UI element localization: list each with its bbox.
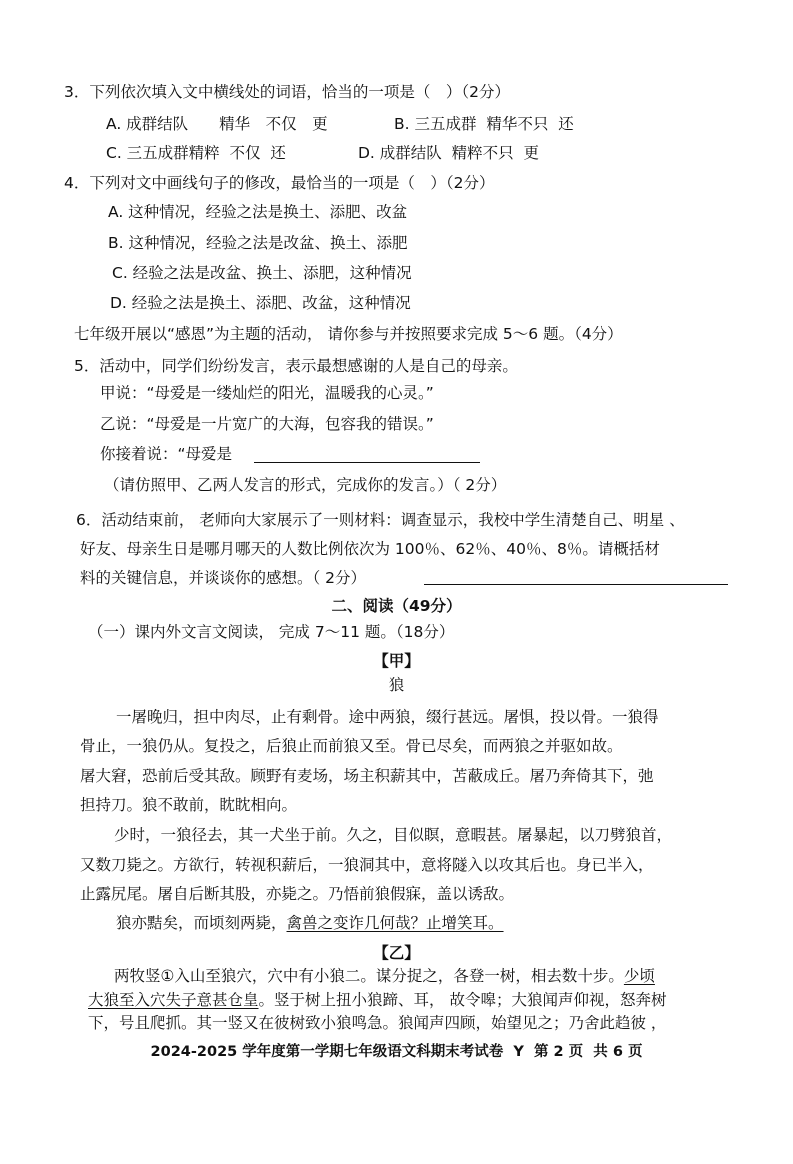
passage-yi-line-1 <box>114 966 655 986</box>
q4-option-d: D. 经验之法是换土、添肥、改盆，这种情况 <box>110 294 411 312</box>
passage-jia-last-line <box>116 913 504 933</box>
q3-stem: 3．下列依次填入文中横线处的词语，恰当的一项是（ ）（2分） <box>64 83 510 101</box>
q5-note: （请仿照甲、乙两人发言的形式，完成你的发言。）（ 2分） <box>104 476 507 494</box>
passage-jia-line: 又数刀毙之。方欲行，转视积薪后，一狼洞其中，意将隧入以攻其后也。身已半入， <box>80 856 654 874</box>
passage-yi-line-3: 下，号且爬抓。其一竖又在彼树致小狼鸣急。狼闻声四顾，始望见之；乃舍此趋彼 ， <box>88 1014 667 1032</box>
q3-option-b: B. 三五成群 精华不只 还 <box>394 115 574 133</box>
q4-option-b: B. 这种情况，经验之法是改盆、换土、添肥 <box>108 234 408 252</box>
q5-answer-blank[interactable] <box>254 462 480 463</box>
passage-jia-label: 【甲】 <box>373 652 420 670</box>
q5-your-speech-prompt: 你接着说：“母爱是 <box>100 445 233 463</box>
passage-jia-line: 担持刀。狼不敢前，眈眈相向。 <box>80 796 298 814</box>
passage-yi-text: 两牧竖①入山至狼穴，穴中有小狼二。谋分捉之，各登一树，相去数十步。 <box>114 967 624 985</box>
q4-option-c: C. 经验之法是改盆、换土、添肥，这种情况 <box>112 264 412 282</box>
section-2-title: 二、阅读（49分） <box>331 597 462 615</box>
passage-jia-line: 一屠晚归，担中肉尽，止有剩骨。途中两狼，缀行甚远。屠惧，投以骨。一狼得 <box>116 708 659 726</box>
passage-yi-label: 【乙】 <box>373 944 420 962</box>
passage-yi-line-2 <box>88 990 666 1010</box>
q6-answer-blank[interactable] <box>424 584 728 585</box>
underlined-sentence: 少顷 <box>623 967 655 985</box>
passage-jia-text: 狼亦黠矣，而顷刻两毙， <box>116 914 287 932</box>
q3-option-d: D. 成群结队 精粹不只 更 <box>358 144 539 162</box>
passage-jia-line: 少时，一狼径去，其一犬坐于前。久之，目似瞑，意暇甚。屠暴起，以刀劈狼首， <box>114 826 673 844</box>
activity-intro: 七年级开展以“感恩”为主题的活动， 请你参与并按照要求完成 5～6 题。（4分） <box>74 325 623 343</box>
q5-stem: 5．活动中，同学们纷纷发言，表示最想感谢的人是自己的母亲。 <box>74 357 518 375</box>
underlined-sentence: 大狼至入穴失子意甚仓皇 <box>88 991 259 1009</box>
q3-option-c: C. 三五成群精粹 不仅 还 <box>106 144 286 162</box>
passage-jia-line: 止露尻尾。屠自后断其股，亦毙之。乃悟前狼假寐，盖以诱敌。 <box>80 885 515 903</box>
q6-line-1: 6．活动结束前， 老师向大家展示了一则材料：调查显示，我校中学生清楚自己、明星 、 <box>76 511 685 529</box>
q4-stem: 4．下列对文中画线句子的修改，最恰当的一项是（ ）（2分） <box>64 174 495 192</box>
passage-yi-text: 。竖于树上扭小狼蹄、耳， 故令嗥；大狼闻声仰视，怒奔树 <box>258 991 667 1009</box>
underlined-sentence: 禽兽之变诈几何哉？止增笑耳。 <box>286 914 504 932</box>
q6-line-3: 料的关键信息，并谈谈你的感想。（ 2分） <box>80 569 367 587</box>
q5-jia-speech: 甲说：“母爱是一缕灿烂的阳光，温暖我的心灵。” <box>100 384 434 402</box>
part-1-intro: （一）课内外文言文阅读， 完成 7～11 题。（18分） <box>88 623 455 641</box>
q6-line-2: 好友、母亲生日是哪月哪天的人数比例依次为 100％、62％、40％、8％。请概括材 <box>80 540 660 558</box>
q5-yi-speech: 乙说：“母爱是一片宽广的大海，包容我的错误。” <box>100 415 434 433</box>
q4-option-a: A. 这种情况，经验之法是换土、添肥、改盆 <box>108 203 408 221</box>
passage-jia-line: 骨止，一狼仍从。复投之，后狼止而前狼又至。骨已尽矣，而两狼之并驱如故。 <box>80 737 623 755</box>
page-footer: 2024-2025 学年度第一学期七年级语文科期末考试卷 Y 第 2 页 共 6 页 <box>150 1044 643 1060</box>
passage-jia-line: 屠大窘，恐前后受其敌。顾野有麦场，场主积薪其中，苫蔽成丘。屠乃奔倚其下，弛 <box>80 767 654 785</box>
q3-option-a: A. 成群结队 精华 不仅 更 <box>106 115 328 133</box>
passage-jia-title: 狼 <box>388 676 405 694</box>
